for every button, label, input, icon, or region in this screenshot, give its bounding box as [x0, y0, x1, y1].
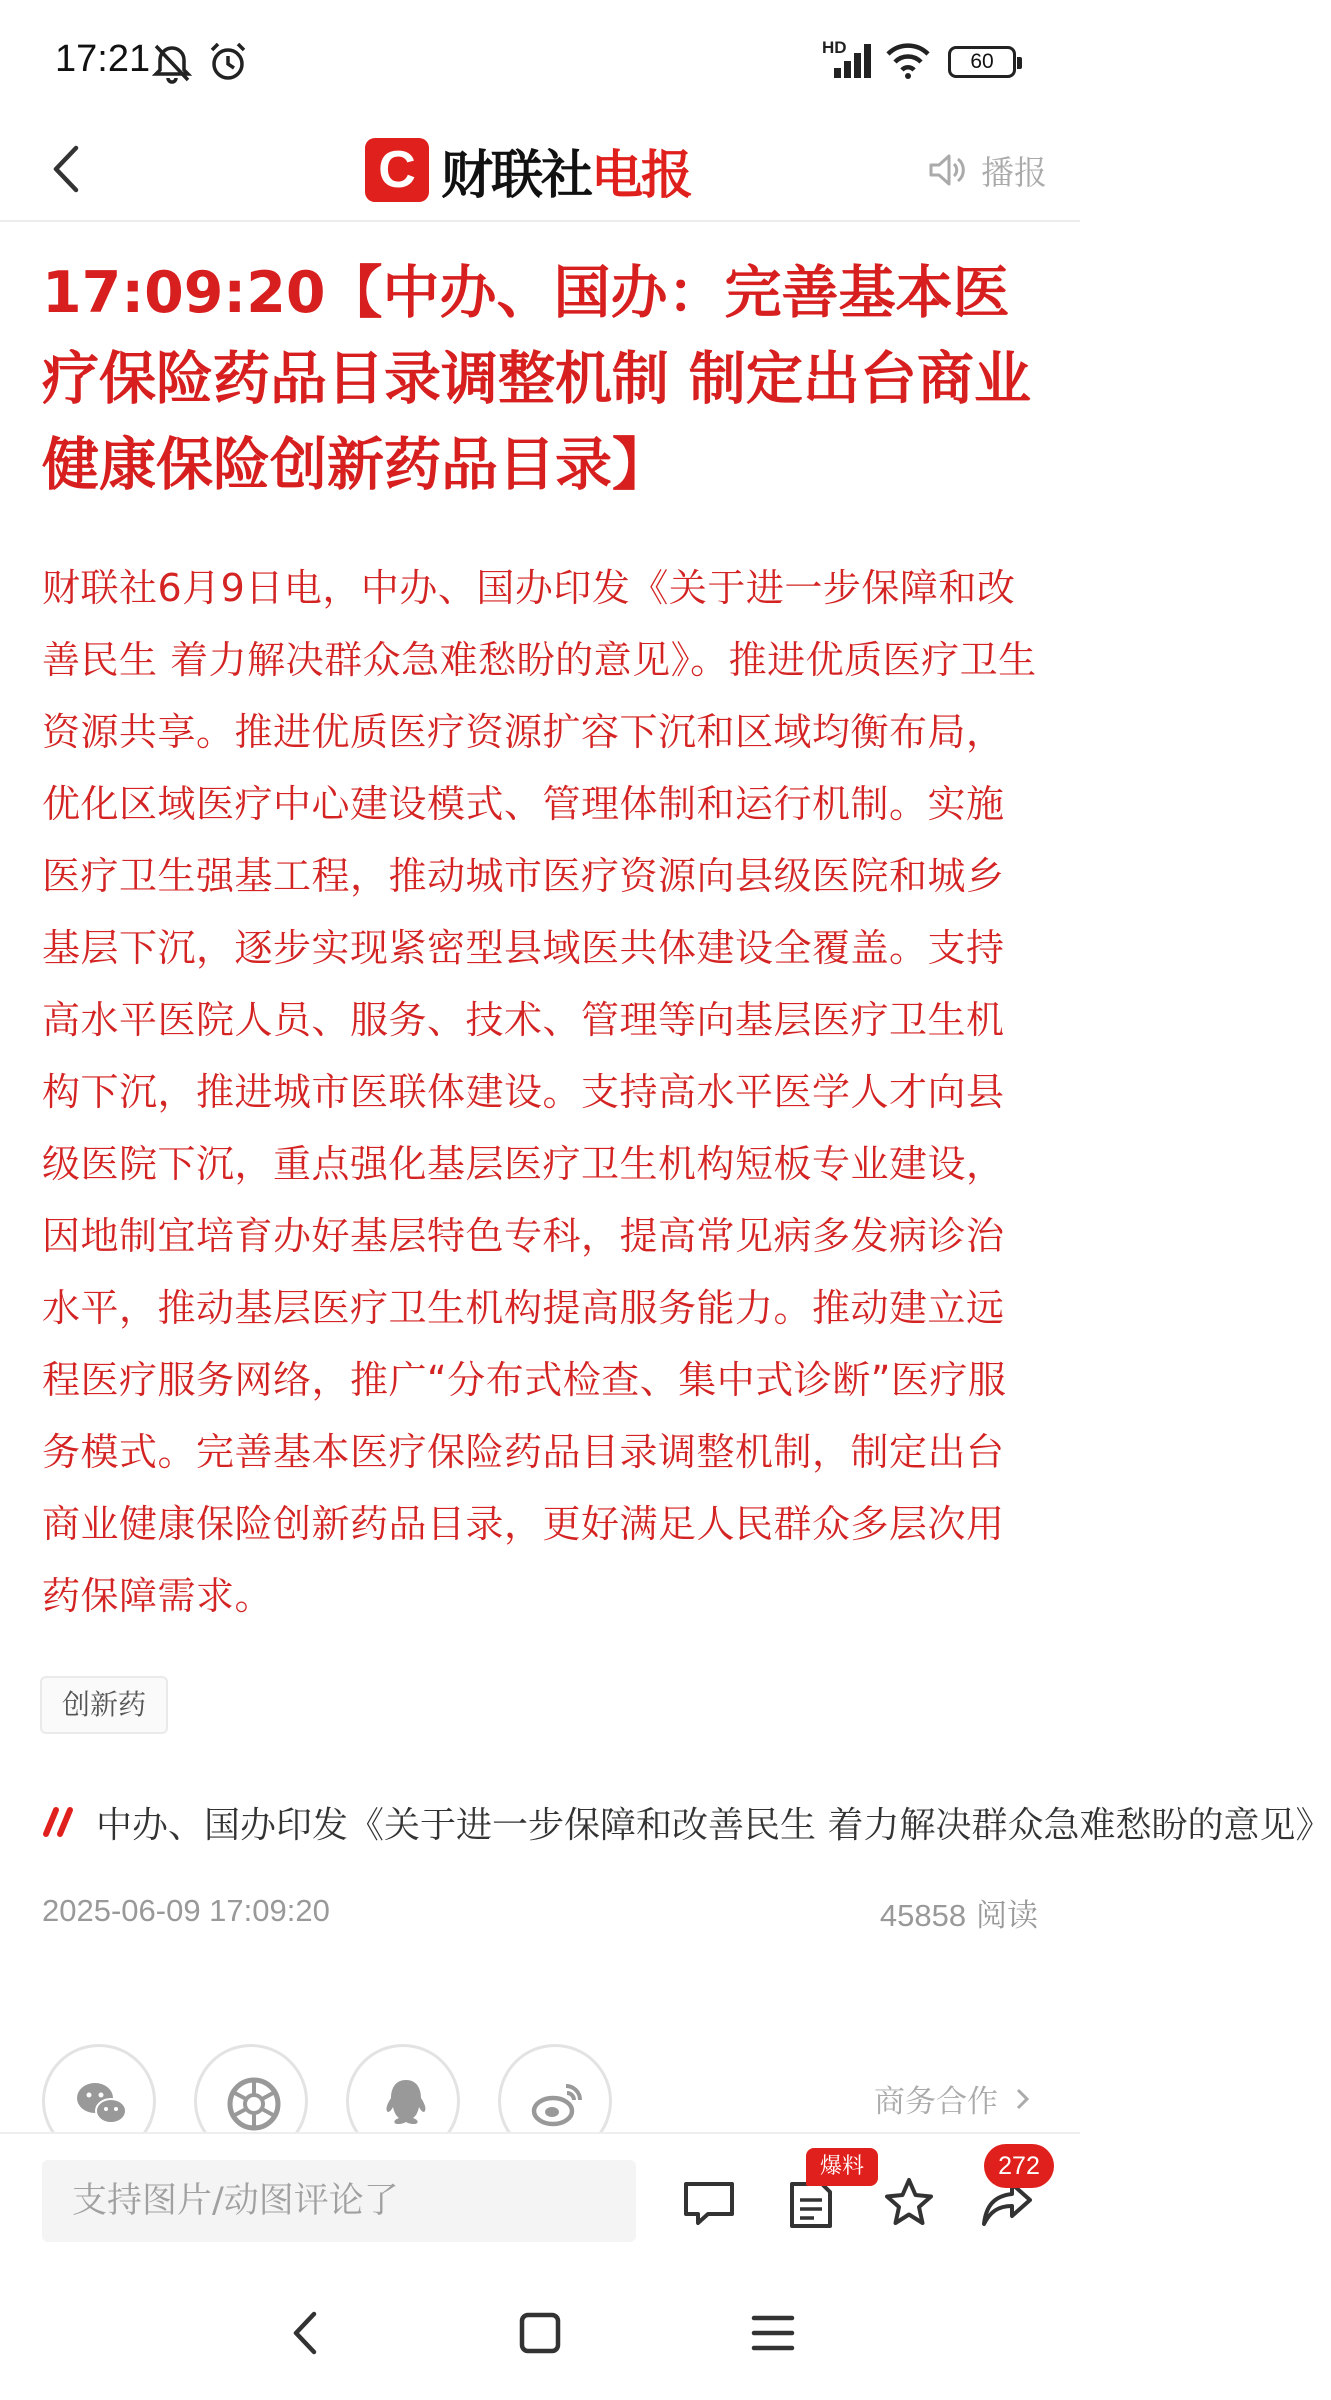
broadcast-label: 播报 [981, 152, 1047, 192]
nav-menu-icon [738, 2298, 808, 2368]
status-time: 17:21 [55, 38, 151, 80]
comment-bar [0, 2132, 1080, 2270]
share-row [0, 2040, 1080, 2132]
battery-icon: 60 [948, 46, 1016, 78]
system-nav-bar [0, 2270, 1080, 2400]
wechat-icon [72, 2074, 132, 2134]
read-count [880, 1890, 1038, 1935]
read-count-value: 45858 [879, 1898, 967, 1933]
speaker-icon [925, 149, 967, 191]
moments-icon [224, 2074, 284, 2134]
topic-tag[interactable]: 创新药 [40, 1676, 168, 1734]
network-type-label: HD [822, 38, 847, 57]
back-button[interactable] [34, 134, 104, 204]
nav-home-button[interactable] [505, 2298, 575, 2368]
favorite-button[interactable] [876, 2170, 942, 2236]
alarm-icon [206, 40, 250, 88]
related-article-link[interactable] [42, 1792, 1331, 1852]
wifi-icon [884, 40, 932, 84]
weibo-icon [528, 2074, 588, 2134]
chevron-right-icon [1008, 2084, 1038, 2114]
mute-icon [150, 40, 194, 88]
logo-mark: C [365, 138, 429, 202]
business-cooperation-label: 商务合作 [874, 2084, 998, 2120]
related-article-title: 中办、国办印发《关于进一步保障和改善民生 着力解决群众急难愁盼的意见》 [96, 1804, 1331, 1846]
tip-off-badge: 爆料 [806, 2148, 878, 2186]
status-bar [0, 0, 1080, 120]
broadcast-button[interactable] [925, 140, 1047, 200]
comments-button[interactable] [676, 2170, 742, 2236]
share-count-badge: 272 [984, 2144, 1054, 2188]
nav-menu-button[interactable] [738, 2298, 808, 2368]
nav-back-icon [272, 2298, 342, 2368]
double-slash-icon [42, 1802, 82, 1842]
qq-icon [376, 2074, 436, 2134]
comment-input[interactable] [42, 2160, 636, 2242]
read-count-label: 阅读 [976, 1898, 1038, 1934]
app-header [0, 118, 1080, 222]
comment-icon [676, 2170, 742, 2236]
article-headline: 17:09:20【中办、国办：完善基本医疗保险药品目录调整机制 制定出台商业健康保险创新药品目录】 [42, 260, 1031, 498]
cls-telegraph-logo [365, 128, 691, 212]
logo-text-telegraph: 电报 [591, 145, 692, 206]
nav-home-icon [505, 2298, 575, 2368]
cellular-signal-icon [822, 38, 878, 86]
article-body: 财联社6月9日电，中办、国办印发《关于进一步保障和改善民生 着力解决群众急难愁盼的意见》。推进优质医疗卫生资源共享。推进优质医疗资源扩容下沉和区域均衡布局，优化区域医疗中心建设模式、管理体制和运行机制。实施医疗卫生强基工程，推动城市医疗资源向县级医院和城乡基层下沉，逐步实现紧密型县域医共体建设全覆盖。支持高水平医院人员、服务、技术、管理等向基层医疗卫生机构下沉，推进城市医联体建设。支持高水平医学人才向县级医院下沉，重点强化基层医疗卫生机构短板专业建设，因地制宜培育办好基层特色专科，提高常见病多发病诊治水平，推动基层医疗卫生机构提高服务能力。推动建立远程医疗服务网络，推广“分布式检查、集中式诊断”医疗服务模式。完善基本医疗保险药品目录调整机制，制定出台商业健康保险创新药品目录，更好满足人民群众多层次用药保障需求。 [42, 566, 1037, 1618]
star-icon [876, 2170, 942, 2236]
logo-text-brand: 财联社 [441, 145, 592, 206]
chevron-left-icon [34, 134, 104, 204]
nav-back-button[interactable] [272, 2298, 342, 2368]
business-cooperation-link[interactable] [874, 2076, 1038, 2121]
publish-time: 2025-06-09 17:09:20 [42, 1893, 330, 1928]
